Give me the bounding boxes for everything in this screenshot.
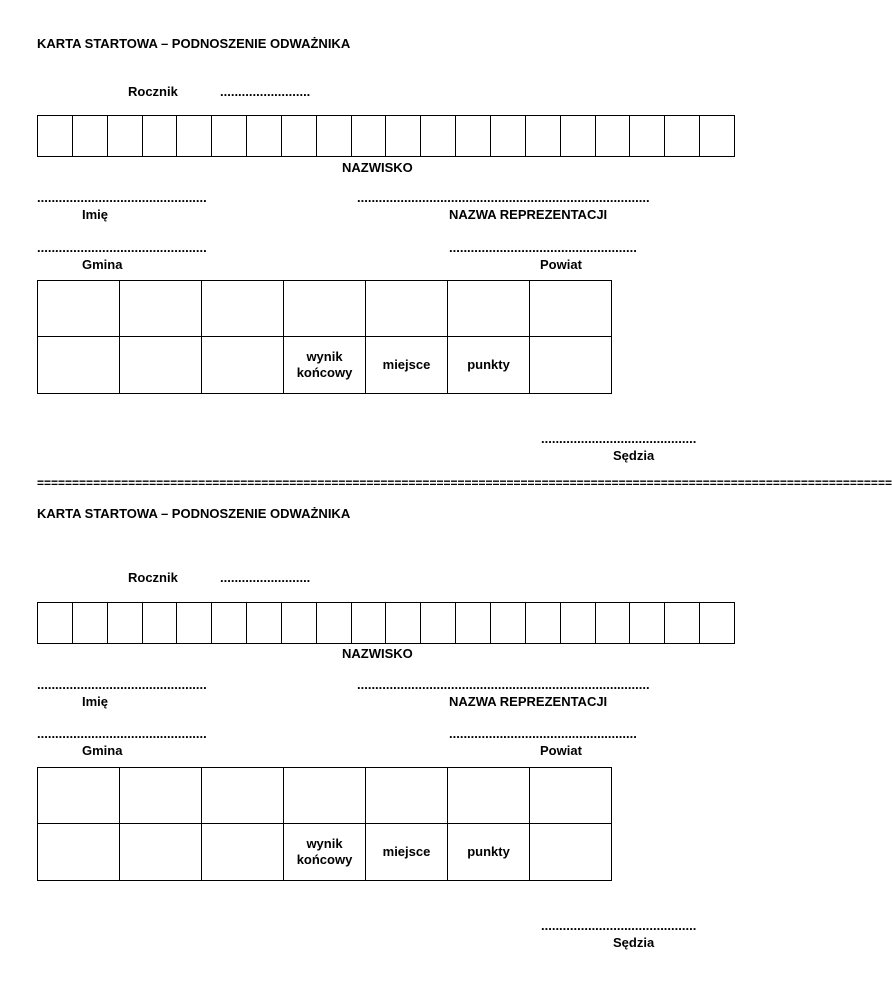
points-header: punkty xyxy=(448,337,530,393)
team-label: NAZWA REPREZENTACJI xyxy=(449,207,608,222)
team-field[interactable]: ................................................................................. xyxy=(357,190,650,205)
name-label: Imię xyxy=(82,207,109,222)
attempt-cell[interactable] xyxy=(448,281,530,337)
letter-box[interactable] xyxy=(665,603,700,643)
team-field[interactable]: ................................................................................. xyxy=(357,677,650,692)
letter-box[interactable] xyxy=(282,603,317,643)
start-card-2 xyxy=(0,486,768,966)
letter-box[interactable] xyxy=(108,603,143,643)
judge-label: Sędzia xyxy=(613,448,655,463)
attempt-cell[interactable] xyxy=(38,281,120,337)
attempt-cell[interactable] xyxy=(366,768,448,824)
attempt-row xyxy=(38,768,612,824)
judge-label: Sędzia xyxy=(613,935,655,950)
rocznik-label: Rocznik xyxy=(128,570,178,585)
letter-box[interactable] xyxy=(456,603,491,643)
surname-label: NAZWISKO xyxy=(342,646,413,661)
letter-box[interactable] xyxy=(526,603,561,643)
gmina-label: Gmina xyxy=(82,257,123,272)
gmina-field[interactable]: ............................................... xyxy=(37,726,207,741)
name-field[interactable]: ............................................... xyxy=(37,677,207,692)
letter-box[interactable] xyxy=(456,116,491,156)
letter-box[interactable] xyxy=(630,603,665,643)
letter-box[interactable] xyxy=(212,603,247,643)
letter-box[interactable] xyxy=(491,116,526,156)
letter-box[interactable] xyxy=(143,116,178,156)
letter-box[interactable] xyxy=(561,116,596,156)
judge-field[interactable]: ........................................... xyxy=(541,918,697,933)
attempt-cell[interactable] xyxy=(366,281,448,337)
gmina-label: Gmina xyxy=(82,743,123,758)
attempt-cell[interactable] xyxy=(120,768,202,824)
letter-box[interactable] xyxy=(143,603,178,643)
letter-box[interactable] xyxy=(177,603,212,643)
judge-field[interactable]: ........................................... xyxy=(541,431,697,446)
letter-box[interactable] xyxy=(665,116,700,156)
letter-box[interactable] xyxy=(561,603,596,643)
letter-box[interactable] xyxy=(247,603,282,643)
attempt-cell[interactable] xyxy=(448,768,530,824)
results-table xyxy=(37,767,612,941)
card-title: KARTA STARTOWA – PODNOSZENIE ODWAŻNIKA xyxy=(37,506,351,521)
card-title: KARTA STARTOWA – PODNOSZENIE ODWAŻNIKA xyxy=(37,36,351,51)
letter-box[interactable] xyxy=(596,603,631,643)
letter-box[interactable] xyxy=(491,603,526,643)
final-result-header xyxy=(284,824,366,880)
summary-cell[interactable] xyxy=(202,337,284,393)
final-result-line1: wynik xyxy=(306,348,343,364)
attempt-cell[interactable] xyxy=(202,281,284,337)
letter-box[interactable] xyxy=(247,116,282,156)
start-card-1 xyxy=(0,0,768,480)
letter-box[interactable] xyxy=(386,116,421,156)
powiat-field[interactable]: .................................................... xyxy=(449,726,637,741)
results-table xyxy=(37,280,612,454)
rocznik-label: Rocznik xyxy=(128,84,178,99)
letter-box[interactable] xyxy=(108,116,143,156)
attempt-row xyxy=(38,281,612,337)
final-result-line1: wynik xyxy=(306,835,343,851)
final-result-line2: końcowy xyxy=(296,851,353,867)
attempt-cell[interactable] xyxy=(38,768,120,824)
letter-box[interactable] xyxy=(38,116,73,156)
summary-cell[interactable] xyxy=(38,824,120,880)
surname-letter-boxes[interactable] xyxy=(37,602,735,644)
place-header: miejsce xyxy=(366,824,448,880)
name-field[interactable]: ............................................... xyxy=(37,190,207,205)
summary-cell[interactable] xyxy=(120,337,202,393)
letter-box[interactable] xyxy=(177,116,212,156)
letter-box[interactable] xyxy=(700,603,734,643)
letter-box[interactable] xyxy=(73,116,108,156)
spacer-row xyxy=(38,393,612,454)
letter-box[interactable] xyxy=(352,603,387,643)
place-header: miejsce xyxy=(366,337,448,393)
letter-box[interactable] xyxy=(282,116,317,156)
spacer-row xyxy=(38,880,612,941)
attempt-cell[interactable] xyxy=(120,281,202,337)
points-header: punkty xyxy=(448,824,530,880)
final-result-line2: końcowy xyxy=(296,364,353,380)
attempt-cell[interactable] xyxy=(530,768,612,824)
attempt-cell[interactable] xyxy=(202,768,284,824)
summary-cell[interactable] xyxy=(530,824,612,880)
summary-row xyxy=(38,824,612,880)
rocznik-field[interactable]: ......................... xyxy=(220,84,311,99)
summary-cell[interactable] xyxy=(530,337,612,393)
card-separator: ========================================================================================================================== xyxy=(37,476,892,490)
letter-box[interactable] xyxy=(526,116,561,156)
final-result-header xyxy=(284,337,366,393)
letter-box[interactable] xyxy=(421,603,456,643)
attempt-cell[interactable] xyxy=(284,768,366,824)
letter-box[interactable] xyxy=(317,603,352,643)
letter-box[interactable] xyxy=(73,603,108,643)
name-label: Imię xyxy=(82,694,109,709)
letter-box[interactable] xyxy=(421,116,456,156)
letter-box[interactable] xyxy=(38,603,73,643)
surname-letter-boxes[interactable] xyxy=(37,115,735,157)
letter-box[interactable] xyxy=(630,116,665,156)
attempt-cell[interactable] xyxy=(284,281,366,337)
summary-cell[interactable] xyxy=(202,824,284,880)
gmina-field[interactable]: ............................................... xyxy=(37,240,207,255)
attempt-cell[interactable] xyxy=(530,281,612,337)
letter-box[interactable] xyxy=(700,116,734,156)
rocznik-field[interactable]: ......................... xyxy=(220,570,311,585)
letter-box[interactable] xyxy=(352,116,387,156)
summary-row xyxy=(38,337,612,393)
surname-label: NAZWISKO xyxy=(342,160,413,175)
team-label: NAZWA REPREZENTACJI xyxy=(449,694,608,709)
summary-cell[interactable] xyxy=(38,337,120,393)
summary-cell[interactable] xyxy=(120,824,202,880)
letter-box[interactable] xyxy=(596,116,631,156)
powiat-label: Powiat xyxy=(540,743,582,758)
letter-box[interactable] xyxy=(212,116,247,156)
letter-box[interactable] xyxy=(317,116,352,156)
powiat-label: Powiat xyxy=(540,257,582,272)
letter-box[interactable] xyxy=(386,603,421,643)
powiat-field[interactable]: .................................................... xyxy=(449,240,637,255)
